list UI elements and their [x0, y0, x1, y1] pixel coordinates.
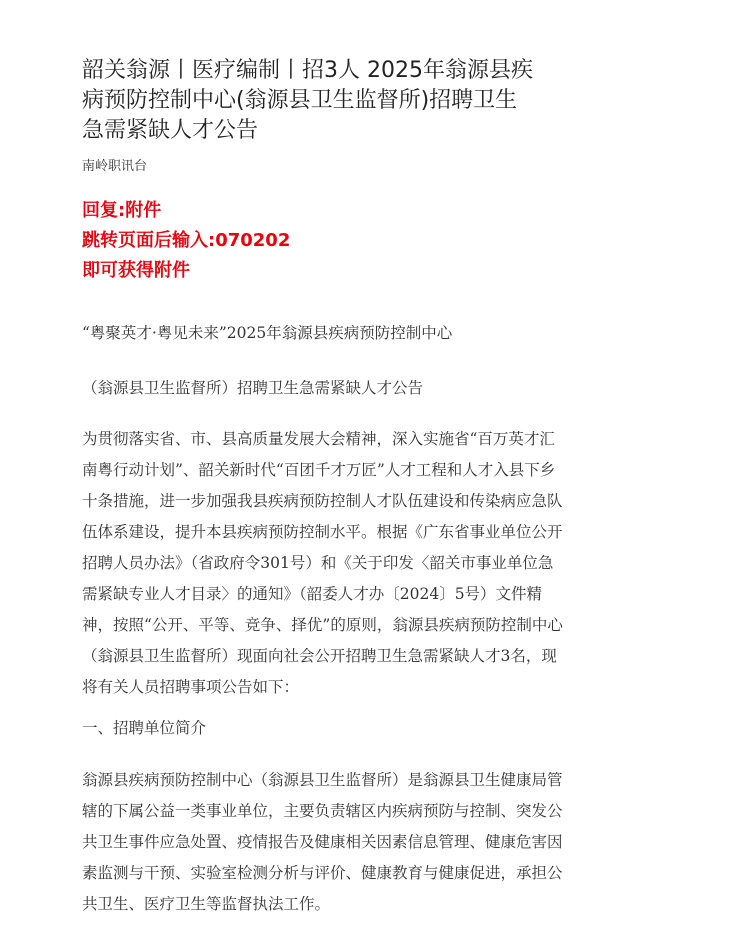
promo-block	[82, 196, 290, 286]
text-line: （翁源县卫生监督所）招聘卫生急需紧缺人才公告	[82, 379, 424, 397]
text-line: 共卫生事件应急处置、疫情报告及健康相关因素信息管理、健康危害因	[82, 833, 563, 851]
text-line: 一、招聘单位简介	[82, 719, 207, 737]
notice-heading-line	[82, 318, 662, 349]
notice-heading-line	[82, 373, 662, 404]
text-line: 素监测与干预、实验室检测分析与评价、健康教育与健康促进，承担公	[82, 864, 563, 882]
promo-line: 跳转页面后输入:070202	[82, 230, 291, 251]
text-line: 南粤行动计划”、韶关新时代“百团千才万匠”人才工程和人才入县下乡	[82, 461, 556, 479]
text-line: 共卫生、医疗卫生等监督执法工作。	[82, 895, 331, 913]
text-line: （翁源县卫生监督所）现面向社会公开招聘卫生急需紧缺人才3名，现	[82, 647, 557, 665]
intro-paragraph	[82, 424, 662, 703]
article-title-line: 病预防控制中心(翁源县卫生监督所)招聘卫生	[82, 88, 518, 113]
text-line: 将有关人员招聘事项公告如下：	[82, 678, 300, 696]
promo-line: 即可获得附件	[82, 260, 190, 281]
article-title-line: 急需紧缺人才公告	[82, 118, 259, 143]
text-line: 招聘人员办法》（省政府令301号）和《关于印发〈韶关市事业单位急	[82, 554, 554, 572]
text-line: 需紧缺专业人才目录〉的通知》（韶委人才办〔2024〕5号）文件精	[82, 585, 543, 603]
text-line: 翁源县疾病预防控制中心（翁源县卫生监督所）是翁源县卫生健康局管	[82, 771, 563, 789]
text-line: 伍体系建设，提升本县疾病预防控制水平。根据《广东省事业单位公开	[82, 523, 563, 541]
text-line: 十条措施，进一步加强我县疾病预防控制人才队伍建设和传染病应急队	[82, 492, 563, 510]
article-title	[82, 56, 602, 146]
account-name-link[interactable]: 南岭职讯台	[82, 159, 148, 174]
section-title	[82, 713, 662, 744]
unit-intro-paragraph	[82, 765, 662, 920]
text-line: 辖的下属公益一类事业单位，主要负责辖区内疾病预防与控制、突发公	[82, 802, 563, 820]
promo-line: 回复:附件	[82, 200, 162, 221]
text-line: “粤聚英才·粤见未来”2025年翁源县疾病预防控制中心	[82, 324, 453, 342]
text-line: 为贯彻落实省、市、县高质量发展大会精神，深入实施省“百万英才汇	[82, 430, 555, 448]
article-title-line: 韶关翁源丨医疗编制丨招3人 2025年翁源县疾	[82, 58, 533, 83]
text-line: 神，按照“公开、平等、竞争、择优”的原则，翁源县疾病预防控制中心	[82, 616, 563, 634]
